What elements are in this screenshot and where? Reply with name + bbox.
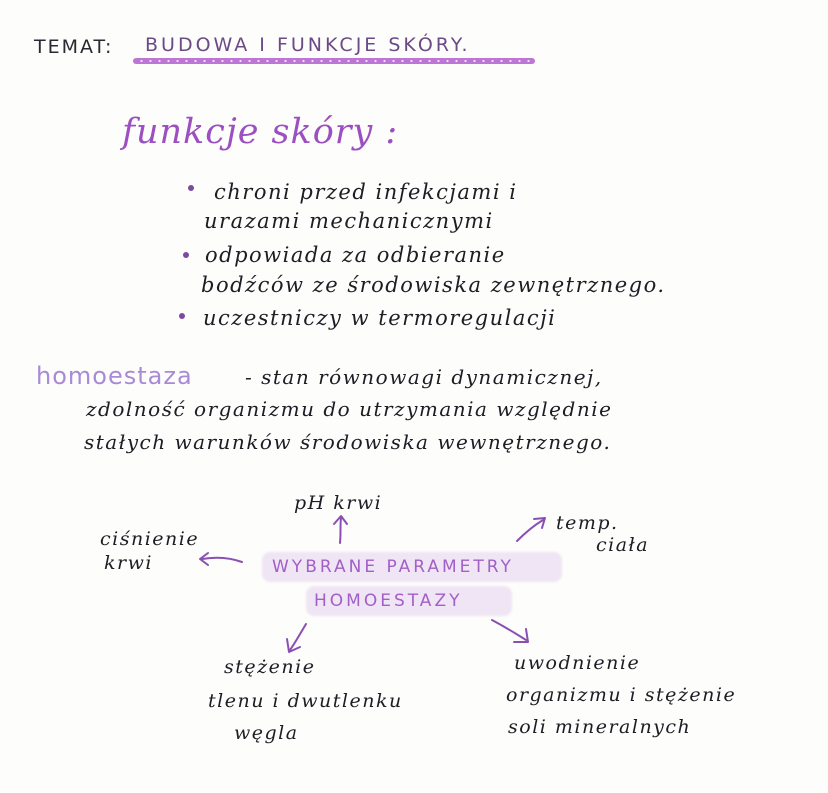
bullet-1-line-2: urazami mechanicznymi (204, 209, 494, 233)
branch-oxygen-line-3: węgla (234, 722, 299, 744)
mindmap-center (262, 548, 562, 622)
arrow-to-temp (517, 520, 543, 541)
branch-temp-line-1: temp. (556, 512, 619, 534)
arrow-to-oxygen (290, 624, 306, 650)
branch-oxygen-line-2: tlenu i dwutlenku (208, 690, 403, 712)
center-line-2: HOMOESTAZY (314, 591, 463, 611)
bullet-dot (183, 252, 189, 258)
bullet-1-line-1: chroni przed infekcjami i (214, 180, 518, 204)
bullet-2-line-2: bodźców ze środowiska zewnętrznego. (201, 273, 666, 297)
bullet-2-line-1: odpowiada za odbieranie (205, 243, 506, 267)
branch-hydration-line-1: uwodnienie (514, 652, 641, 674)
bullet-3-line-1: uczestniczy w termoregulacji (203, 306, 557, 330)
arrow-to-hydration (492, 620, 526, 640)
topic-title: BUDOWA I FUNKCJE SKÓRY. (145, 34, 471, 56)
definition-line-3: stałych warunków środowiska wewnętrznego. (84, 430, 612, 454)
title-highlight-underline (133, 58, 535, 64)
branch-ph: pH krwi (294, 492, 383, 514)
branch-oxygen-line-1: stężenie (224, 656, 316, 678)
definition-line-2: zdolność organizmu do utrzymania względnie (86, 397, 613, 421)
branch-pressure-line-1: ciśnienie (100, 528, 200, 550)
title-label: TEMAT: (34, 36, 114, 58)
definition-line-1: - stan równowagi dynamicznej, (245, 365, 603, 389)
center-line-1: WYBRANE PARAMETRY (272, 557, 514, 577)
branch-hydration-line-3: soli mineralnych (508, 716, 692, 738)
arrow-to-ph (340, 518, 341, 543)
bullet-dot (188, 185, 194, 191)
functions-heading: funkcje skóry : (122, 112, 399, 152)
branch-temp-line-2: ciała (596, 534, 650, 556)
branch-pressure-line-2: krwi (104, 552, 153, 574)
definition-term: homoestaza (36, 362, 193, 390)
branch-hydration-line-2: organizmu i stężenie (506, 684, 737, 706)
arrow-to-pressure (202, 558, 242, 562)
bullet-dot (179, 313, 185, 319)
